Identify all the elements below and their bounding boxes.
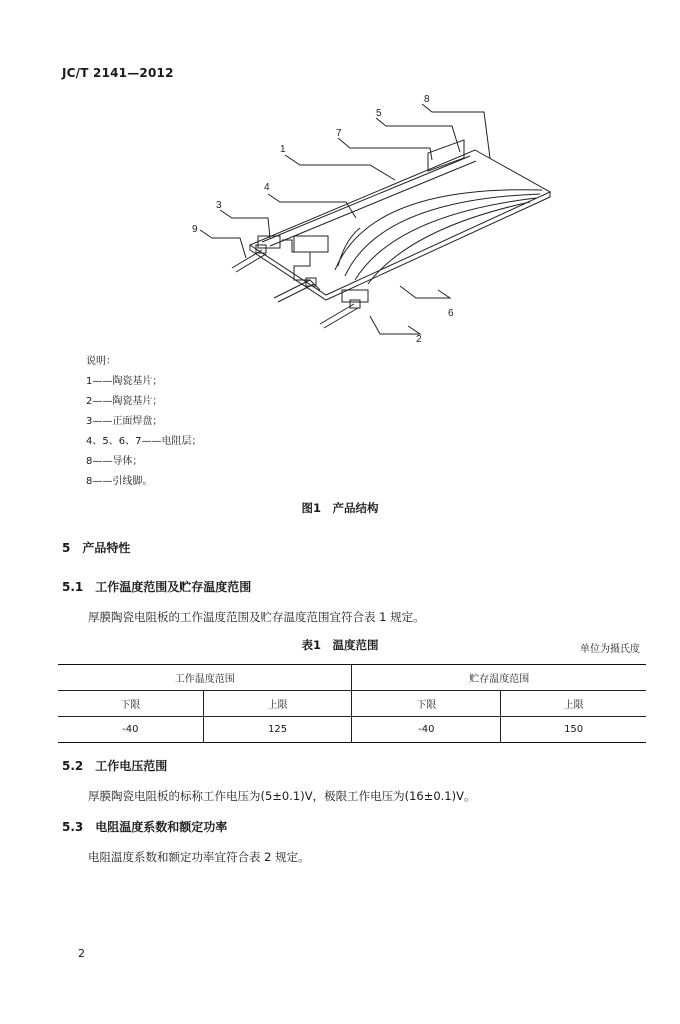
callout-9: 9 [192,224,198,235]
legend-title: 说明： [86,356,116,367]
callout-5: 5 [376,108,382,119]
leader-5 [376,118,460,152]
callout-7: 7 [336,128,342,139]
section-heading-5-2: 5.2 工作电压范围 [62,759,168,773]
paragraph-5-3: 电阻温度系数和额定功率宜符合表 2 规定。 [88,850,310,864]
table-cell: 150 [501,717,646,743]
leader-8 [422,104,490,158]
table-column-header: 下限 [352,691,501,717]
callout-1: 1 [280,144,286,155]
conductor-strip [262,156,476,246]
legend-item: 4、5、6、7——电阻层； [86,436,202,447]
paragraph-5-1: 厚膜陶瓷电阻板的工作温度范围及贮存温度范围宜符合表 1 规定。 [88,610,425,624]
callout-8: 8 [424,94,430,105]
table-group-header: 贮存温度范围 [352,665,646,691]
table-column-header: 上限 [501,691,646,717]
table-row [58,717,646,743]
callout-4: 4 [264,182,270,193]
standard-code: JC/T 2141—2012 [62,66,174,80]
legend-item: 8——引线脚。 [86,476,153,487]
table-caption: 表1 温度范围 [301,638,379,652]
section-heading-5-3: 5.3 电阻温度系数和额定功率 [62,820,228,834]
section-heading-5-1: 5.1 工作温度范围及贮存温度范围 [62,580,252,594]
table-column-header: 下限 [58,691,203,717]
callout-6: 6 [448,308,454,319]
callout-2: 2 [416,334,422,345]
leader-2 [370,316,420,334]
leader-1 [285,155,395,180]
leader-6 [400,286,450,298]
legend-item: 2——陶瓷基片； [86,396,163,407]
table-group-header: 工作温度范围 [58,665,352,691]
table-cell: -40 [58,717,203,743]
callout-3: 3 [216,200,222,211]
table-cell: 125 [203,717,352,743]
pad-left [258,236,280,248]
legend-item: 8——导体； [86,456,143,467]
table-column-header: 上限 [203,691,352,717]
paragraph-5-2: 厚膜陶瓷电阻板的标称工作电压为(5±0.1)V，极限工作电压为(16±0.1)V。 [88,789,476,803]
meander [282,240,320,290]
leader-7 [338,138,432,160]
figure-caption: 图1 产品结构 [301,501,379,515]
leader-3 [220,210,270,238]
legend-item: 3——正面焊盘； [86,416,163,427]
legend-item: 1——陶瓷基片； [86,376,163,387]
page-number: 2 [78,947,85,960]
temperature-range-table [58,664,646,743]
pad-mid [294,236,328,252]
leader-9 [200,230,246,258]
section-heading-5: 5 产品特性 [62,541,131,555]
table-unit: 单位为摄氏度 [580,644,640,655]
product-structure-figure [170,90,570,350]
figure-legend [86,352,201,492]
table-cell: -40 [352,717,501,743]
